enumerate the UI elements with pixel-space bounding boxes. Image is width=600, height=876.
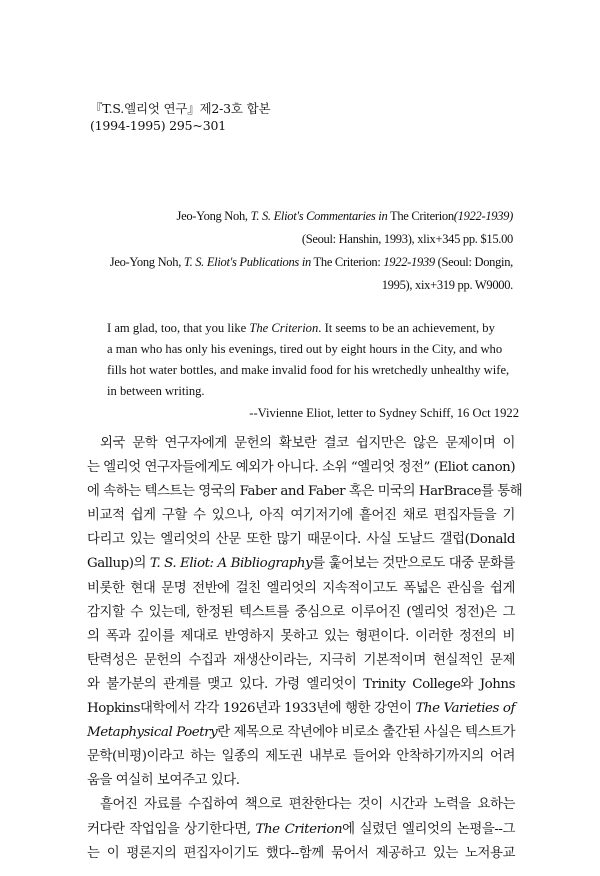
body-line (87, 552, 515, 576)
epigraph (107, 318, 519, 424)
epigraph-text: I am glad, too, that you like (107, 321, 250, 335)
body-line (87, 721, 515, 745)
body-line: 다리고 있는 엘리엇의 산문 또한 많기 때문이다. 사실 도날드 갤럽(Donald (87, 532, 515, 548)
epigraph-line-4: in between writing. (107, 384, 205, 398)
body-line: 외국 문학 연구자에게 문헌의 확보란 결코 쉽지만은 않은 문제이며 이 (100, 436, 515, 451)
body-line: 는 이 평론지의 편집자이기도 했다--함께 묶어서 제공하고 있는 노저용교 (87, 845, 515, 861)
body-line: 비교적 쉽게 구할 수 있으나, 아직 여기저기에 흩어진 채로 편집자들을 기 (87, 508, 515, 524)
epigraph-line-3: fills hot water bottles, and make invalid food for his wretchedly unhealthy wife, (107, 363, 510, 377)
epigraph-attribution: --Vivienne Eliot, letter to Sydney Schiff, 16 Oct 1922 (249, 406, 519, 420)
reference-2-years: 1922-1939 (383, 255, 435, 269)
book-title: T. S. Eliot: A Bibliography (149, 556, 313, 572)
body-line: 움을 여실히 보여주고 있다. (87, 773, 240, 789)
body-text-run: 에 실렸던 엘리엇의 논평을--그 (342, 821, 515, 837)
book-title: The Varieties of (415, 701, 515, 717)
reference-1-author: Jeo-Yong Noh, (176, 209, 251, 223)
epigraph-journal-title: The Criterion (249, 321, 319, 335)
reference-2-author: Jeo-Yong Noh, (109, 255, 184, 269)
reference-2-line-1 (73, 251, 513, 274)
body-line: 와 불가분의 관계를 맺고 있다. 가령 엘리엇이 Trinity College와 Johns (87, 676, 515, 692)
reference-2-title: T. S. Eliot's Publications in (183, 255, 311, 269)
body-line: 비롯한 현대 문명 전반에 걸친 엘리엇의 지속적이고도 폭넓은 관심을 쉽게 (87, 580, 515, 596)
reference-2-journal: The Criterion: (310, 255, 384, 269)
body-text (87, 432, 523, 866)
journal-info (90, 100, 270, 134)
body-line: 감지할 수 있는데, 한정된 텍스트를 중심으로 이루어진 (엘리엇 정전)은 그 (87, 604, 515, 620)
body-line (87, 818, 515, 842)
body-text-run: 커다란 작업임을 상기한다면, (87, 821, 256, 837)
reference-1-line-2: (Seoul: Hanshin, 1993), xlix+345 pp. $15.00 (301, 232, 513, 246)
body-line: 의 폭과 깊이를 제대로 반영하지 못하고 있는 형편이다. 이러한 정전의 비 (87, 628, 515, 644)
body-text-run: Hopkins대학에서 각각 1926년과 1933년에 행한 강연이 (87, 701, 416, 717)
body-text-run: 란 제목으로 작년에야 비로소 출간된 사실은 텍스트가 (217, 725, 515, 741)
body-line: 에 속하는 텍스트는 영국의 Faber and Faber 혹은 미국의 HarBrace를 통해 (87, 484, 523, 500)
book-title: Metaphysical Poetry (87, 725, 218, 741)
body-text-run: 를 훑어보는 것만으로도 대중 문화를 (312, 556, 515, 572)
reference-1-years: (1922-1939) (453, 209, 513, 223)
journal-title: 『T.S.엘리엇 연구』제2-3호 합본 (90, 101, 271, 116)
epigraph-line-1 (107, 318, 519, 339)
epigraph-line-2: a man who has only his evenings, tired out by eight hours in the City, and who (107, 342, 503, 356)
body-line: 탄력성은 문헌의 수집과 재생산이라는, 지극히 기본적이며 현실적인 문제 (87, 652, 515, 668)
reference-1-line-1 (73, 205, 513, 228)
body-line: 문학(비평)이라고 하는 일종의 제도권 내부로 들어와 안착하기까지의 어려 (87, 749, 515, 765)
body-line (87, 697, 515, 721)
epigraph-text: . It seems to be an achievement, by (318, 321, 495, 335)
reference-1-title: T. S. Eliot's Commentaries in (250, 209, 388, 223)
journal-pages: (1994-1995) 295~301 (90, 118, 226, 133)
body-text-run: Gallup)의 (87, 556, 150, 572)
journal-title: The Criterion (255, 821, 343, 837)
body-line: 흩어진 자료를 수집하여 책으로 편찬한다는 것이 시간과 노력을 요하는 (100, 797, 515, 813)
body-line: 는 엘리엇 연구자들에게도 예외가 아니다. 소위 “엘리엇 정전” (Eliot canon) (87, 460, 516, 476)
reference-2-publisher: (Seoul: Dongin, (434, 255, 513, 269)
reference-1-journal: The Criterion (387, 209, 454, 223)
review-heading (73, 205, 513, 297)
reference-2-line-2: 1995), xix+319 pp. W9000. (381, 278, 513, 292)
